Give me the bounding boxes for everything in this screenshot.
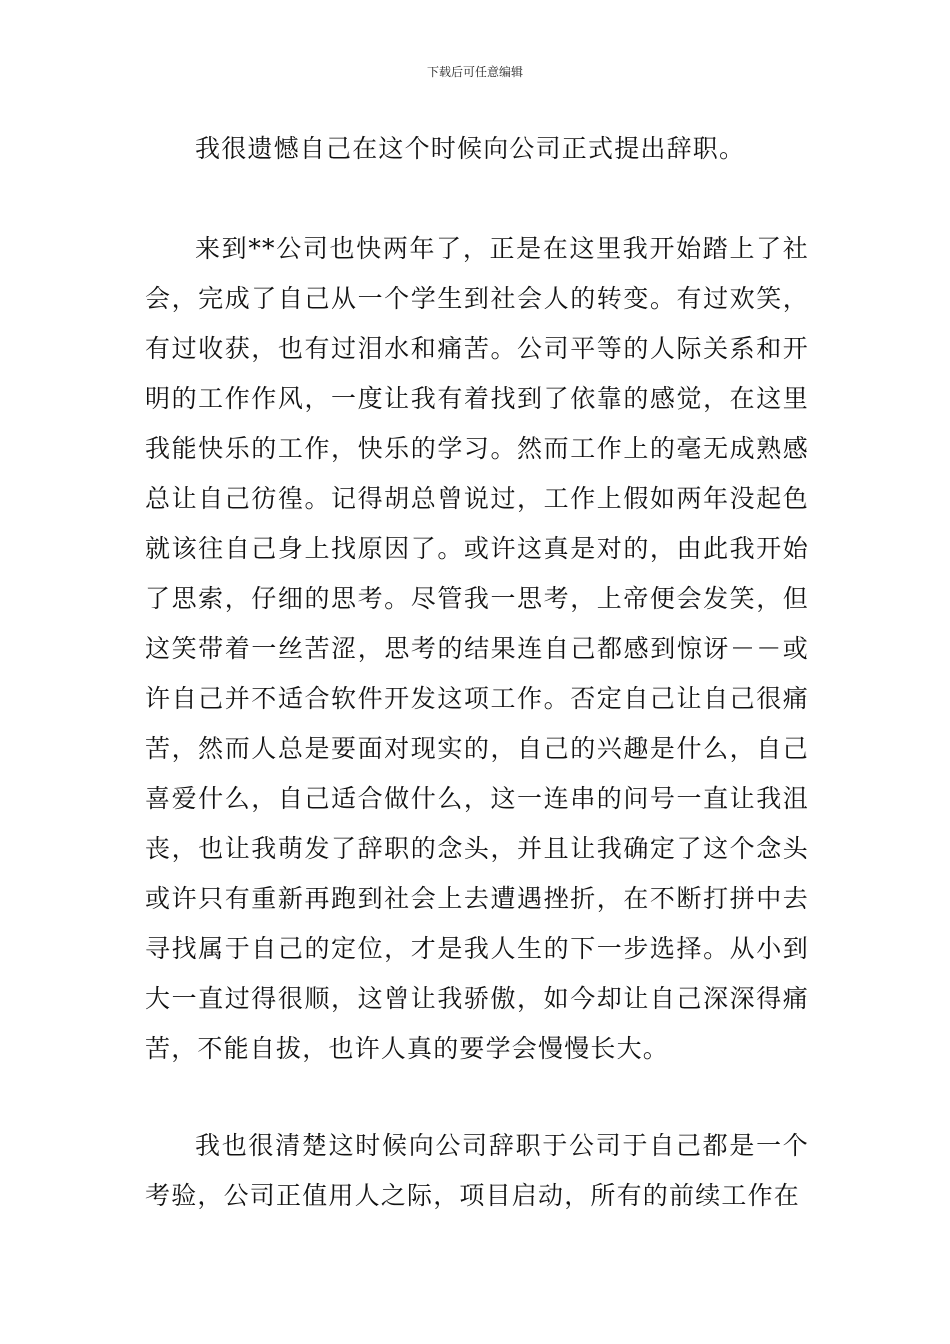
paragraph-2: 来到**公司也快两年了，正是在这里我开始踏上了社会，完成了自己从一个学生到社会人的转变。有过欢笑，有过收获，也有过泪水和痛苦。公司平等的人际关系和开明的工作作风，一度让我有着找到了依靠的感觉，在这里我能快乐的工作，快乐的学习。然而工作上的毫无成熟感总让自己彷徨。记得胡总曾说过，工作上假如两年没起色就该往自己身上找原因了。或许这真是对的，由此我开始了思索，仔细的思考。尽管我一思考，上帝便会发笑，但这笑带着一丝苦涩，思考的结果连自己都感到惊讶－－或许自己并不适合软件开发这项工作。否定自己让自己很痛苦，然而人总是要面对现实的，自己的兴趣是什么，自己喜爱什么，自己适合做什么，这一连串的问号一直让我沮丧，也让我萌发了辞职的念头，并且让我确定了这个念头或许只有重新再跑到社会上去遭遇挫折，在不断打拼中去寻找属于自己的定位，才是我人生的下一步选择。从小到大一直过得很顺，这曾让我骄傲，如今却让自己深深得痛苦，不能自拔，也许人真的要学会慢慢长大。: [145, 234, 809, 1063]
page-header: 下载后可任意编辑: [426, 65, 523, 79]
paragraph-3: 我也很清楚这时候向公司辞职于公司于自己都是一个考验，公司正值用人之际，项目启动，所有的前续工作在: [145, 1131, 809, 1210]
paragraph-1: 我很遗憾自己在这个时候向公司正式提出辞职。: [195, 134, 746, 163]
paragraph-1-container: [145, 124, 809, 174]
paragraph-2-container: [145, 224, 809, 1074]
paragraph-3-container: [145, 1121, 809, 1221]
